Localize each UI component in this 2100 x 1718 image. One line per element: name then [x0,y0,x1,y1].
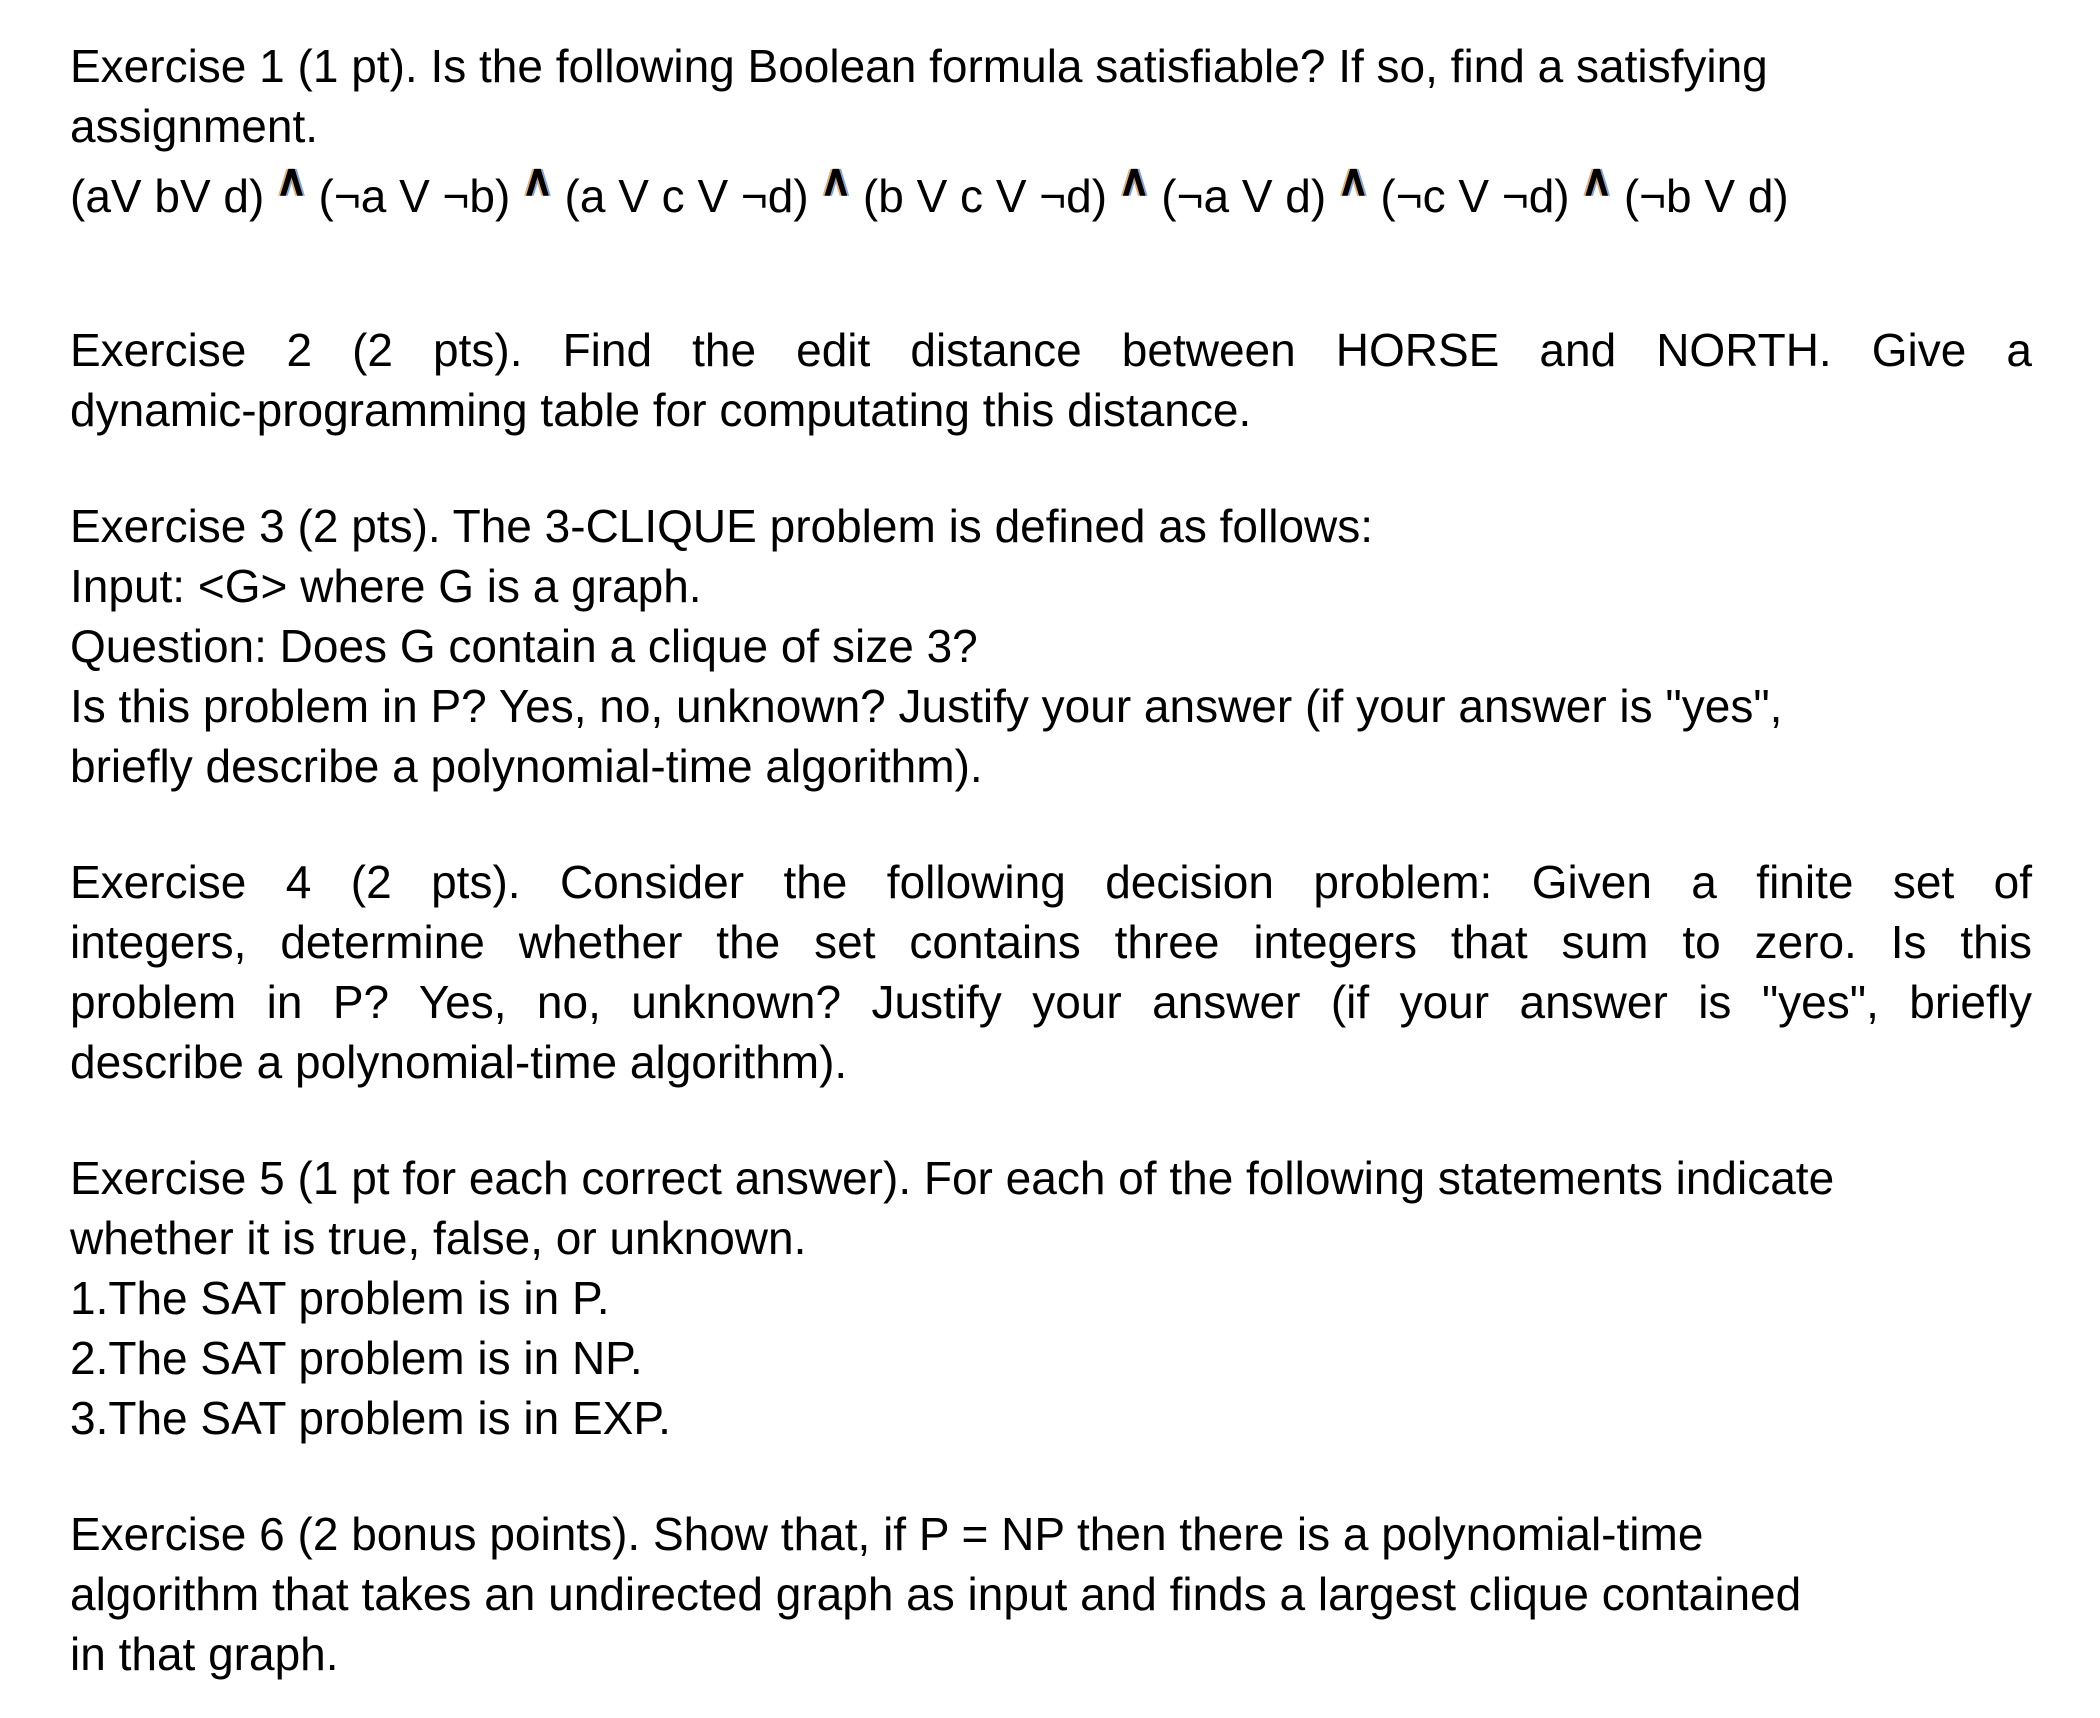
exercise-5-item-1: 1.The SAT problem is in P. [70,1272,610,1324]
exercise-5-item-3: 3.The SAT problem is in EXP. [70,1392,671,1444]
exercise-2-line-1: Exercise 2 (2 pts). Find the edit distance between HORSE and NORTH. Give a [70,324,2032,376]
and-operator: ∧ [521,156,554,205]
exercise-1-line-1: Exercise 1 (1 pt). Is the following Boolean formula satisfiable? If so, find a satisfying [70,40,1768,92]
formula-clause: (¬a V ¬b) [318,170,511,222]
exercise-6 [70,1504,2032,1684]
exercise-1-line-2: assignment. [70,100,319,152]
exercise-4-line-1: Exercise 4 (2 pts). Consider the following decision problem: Given a finite set of [70,856,2032,908]
formula-clause: (¬b V d) [1623,170,1789,222]
formula-clause: (¬c V ¬d) [1380,170,1570,222]
exercise-4-line-2: integers, determine whether the set contains three integers that sum to zero. Is this [70,916,2032,968]
formula-clause: (b V c V ¬d) [862,170,1108,222]
and-operator: ∧ [1118,156,1151,205]
exercise-6-line-1: Exercise 6 (2 bonus points). Show that, if P = NP then there is a polynomial-time [70,1508,1704,1560]
exercise-3-line-2: Input: <G> where G is a graph. [70,560,702,612]
exercise-2-line-2: dynamic-programming table for computating this distance. [70,384,1252,436]
formula-clause: (a V c V ¬d) [564,170,809,222]
exercise-5-line-2: whether it is true, false, or unknown. [70,1212,807,1264]
exercise-3 [70,496,2032,796]
exercise-4-line-3: problem in P? Yes, no, unknown? Justify your answer (if your answer is "yes", briefly [70,976,2032,1028]
exercise-3-line-4: Is this problem in P? Yes, no, unknown? Justify your answer (if your answer is "yes", [70,680,1783,732]
exercise-6-line-3: in that graph. [70,1628,339,1680]
formula-clause: (¬a V d) [1161,170,1327,222]
and-operator: ∧ [275,156,308,205]
exercise-6-line-2: algorithm that takes an undirected graph as input and finds a largest clique contained [70,1568,1802,1620]
exercise-1 [70,36,2032,156]
exercise-5-line-1: Exercise 5 (1 pt for each correct answer). For each of the following statements indicate [70,1152,1835,1204]
exercise-4-line-4: describe a polynomial-time algorithm). [70,1036,848,1088]
exercise-4 [70,852,2032,1092]
exercise-5-item-2: 2.The SAT problem is in NP. [70,1332,643,1384]
formula-clause: (aV bV d) [70,170,265,222]
and-operator: ∧ [819,156,852,205]
and-operator: ∧ [1580,156,1613,205]
exercise-3-line-5: briefly describe a polynomial-time algorithm). [70,740,983,792]
exercise-2 [70,320,2032,440]
and-operator: ∧ [1337,156,1370,205]
exercise-3-line-1: Exercise 3 (2 pts). The 3-CLIQUE problem is defined as follows: [70,500,1374,552]
exercise-3-line-3: Question: Does G contain a clique of size 3? [70,620,978,672]
boolean-formula [70,156,2032,234]
exercise-5 [70,1148,2032,1448]
